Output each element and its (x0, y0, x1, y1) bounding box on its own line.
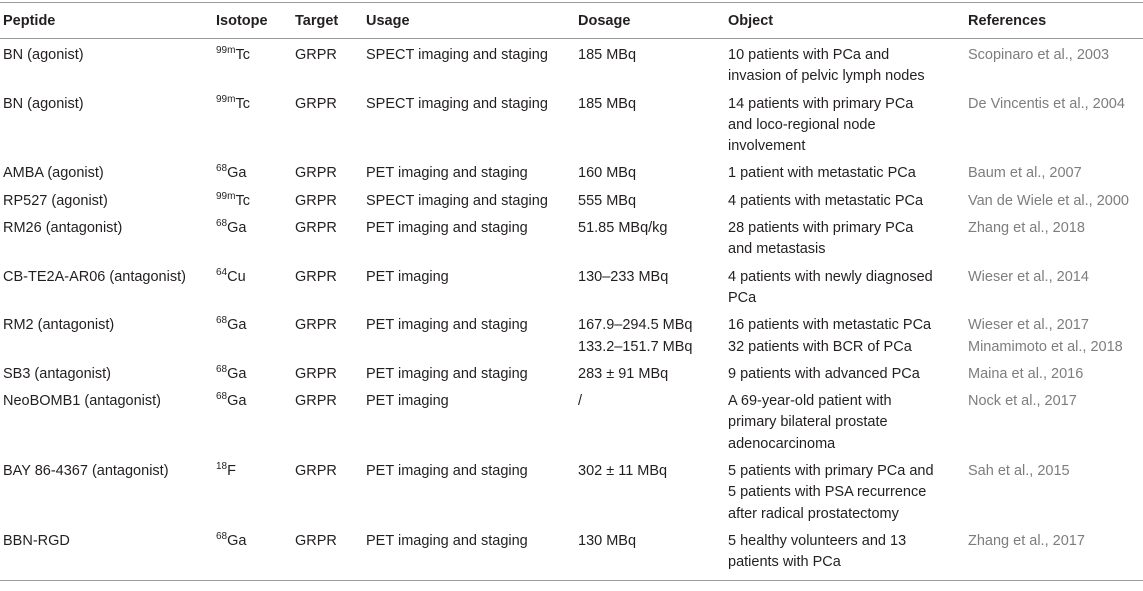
cell-usage: SPECT imaging and staging (366, 47, 548, 63)
isotope-mass: 68 (216, 163, 228, 175)
cell-usage: PET imaging (366, 268, 449, 285)
cell-peptide: BN (agonist) (3, 95, 84, 112)
cell-usage: PET imaging and staging (366, 365, 528, 382)
header-target: Target (291, 3, 362, 39)
cell-references: Zhang et al., 2017 (964, 527, 1143, 580)
cell-references: Maina et al., 2016 (968, 365, 1084, 382)
cell-references: Wieser et al., 2017 Minamimoto et al., 2018 (968, 317, 1123, 355)
cell-object: 28 patients with primary PCa and metastasis (728, 220, 914, 258)
cell-object: 14 patients with primary PCa and loco-regional node involvement (728, 95, 914, 155)
cell-references: Van de Wiele et al., 2000 (968, 192, 1129, 209)
header-isotope: Isotope (212, 3, 291, 39)
cell-object: 5 healthy volunteers and 13 patients with PCa (724, 527, 964, 580)
cell-object: 5 patients with primary PCa and 5 patients with PSA recurrence after radical prostatectomy (728, 463, 934, 522)
isotope-mass: 64 (216, 266, 228, 278)
cell-isotope (212, 311, 291, 360)
table-row (0, 214, 1143, 263)
cell-usage: PET imaging and staging (366, 220, 528, 237)
isotope-mass: 68 (216, 218, 228, 230)
isotope-element: Ga (227, 317, 247, 334)
cell-target: GRPR (295, 393, 337, 410)
table-row (0, 527, 1143, 580)
cell-references: Scopinaro et al., 2003 (968, 47, 1110, 63)
cell-dosage: 302 ± 11 MBq (578, 463, 668, 480)
cell-dosage: 167.9–294.5 MBq 133.2–151.7 MBq (578, 317, 693, 355)
cell-isotope (212, 457, 291, 527)
cell-isotope (212, 263, 291, 312)
isotope-element: Ga (227, 220, 247, 237)
cell-references: Baum et al., 2007 (968, 165, 1082, 182)
table-row (0, 311, 1143, 360)
isotope-element: Tc (235, 192, 250, 209)
cell-peptide: RM26 (antagonist) (3, 220, 123, 237)
table-row (0, 457, 1143, 527)
isotope-element: Ga (227, 393, 247, 410)
header-references: References (964, 3, 1143, 39)
isotope-element: Ga (227, 532, 247, 549)
isotope-mass: 99m (216, 45, 236, 56)
cell-object: 16 patients with metastatic PCa 32 patients with BCR of PCa (728, 317, 932, 355)
table-row (0, 90, 1143, 160)
isotope-element: Ga (227, 165, 247, 182)
cell-peptide: NeoBOMB1 (antagonist) (3, 393, 161, 410)
cell-usage: PET imaging (366, 393, 449, 410)
cell-object: 10 patients with PCa and invasion of pelvic lymph nodes (728, 47, 925, 85)
cell-usage: PET imaging and staging (366, 463, 528, 480)
cell-references: Wieser et al., 2014 (968, 268, 1089, 285)
cell-isotope (212, 90, 291, 160)
table-row (0, 387, 1143, 457)
cell-target: GRPR (295, 47, 337, 63)
cell-target: GRPR (291, 527, 362, 580)
cell-peptide: BN (agonist) (3, 47, 84, 63)
cell-dosage: 283 ± 91 MBq (578, 365, 669, 382)
cell-peptide: RM2 (antagonist) (3, 317, 115, 334)
cell-peptide: RP527 (agonist) (3, 192, 108, 209)
peptide-table (0, 2, 1143, 581)
cell-isotope (212, 387, 291, 457)
cell-dosage: 130–233 MBq (578, 268, 669, 285)
cell-isotope (212, 360, 291, 387)
isotope-mass: 99m (216, 190, 236, 202)
isotope-mass: 99m (216, 93, 236, 105)
cell-usage: SPECT imaging and staging (366, 95, 548, 112)
cell-usage: PET imaging and staging (366, 317, 528, 334)
isotope-mass: 68 (216, 315, 228, 327)
cell-references: Nock et al., 2017 (968, 393, 1077, 410)
header-object: Object (724, 3, 964, 39)
table-header (0, 3, 1143, 39)
cell-peptide: AMBA (agonist) (3, 165, 104, 182)
cell-dosage: 185 MBq (578, 95, 637, 112)
cell-dosage: 555 MBq (578, 192, 637, 209)
table-row (0, 159, 1143, 186)
table-row (0, 263, 1143, 312)
cell-dosage: 160 MBq (578, 165, 637, 182)
cell-dosage: 51.85 MBq/kg (578, 220, 668, 237)
isotope-mass: 18 (216, 461, 228, 473)
cell-target: GRPR (295, 365, 337, 382)
cell-object: A 69-year-old patient with primary bilateral prostate adenocarcinoma (728, 393, 892, 452)
cell-references: Sah et al., 2015 (968, 463, 1070, 480)
cell-peptide: BBN-RGD (0, 527, 212, 580)
isotope-element: Tc (235, 95, 250, 112)
isotope-mass: 68 (216, 391, 228, 403)
header-usage: Usage (362, 3, 574, 39)
cell-object: 4 patients with newly diagnosed PCa (728, 268, 933, 306)
cell-target: GRPR (295, 220, 337, 237)
cell-dosage: 185 MBq (578, 47, 637, 63)
isotope-element: F (227, 463, 236, 480)
cell-target: GRPR (295, 463, 337, 480)
cell-isotope (212, 527, 291, 580)
cell-peptide: BAY 86-4367 (antagonist) (3, 463, 169, 480)
isotope-element: Ga (227, 365, 247, 382)
isotope-mass: 68 (216, 363, 228, 375)
table-row (0, 360, 1143, 387)
cell-object: 4 patients with metastatic PCa (728, 192, 924, 209)
cell-references: Zhang et al., 2018 (968, 220, 1085, 237)
table-body (0, 39, 1143, 581)
header-dosage: Dosage (574, 3, 724, 39)
cell-target: GRPR (295, 165, 337, 182)
cell-isotope (212, 159, 291, 186)
cell-isotope (212, 187, 291, 214)
isotope-element: Tc (235, 47, 250, 63)
cell-peptide: CB-TE2A-AR06 (antagonist) (3, 268, 186, 285)
cell-object: 9 patients with advanced PCa (728, 365, 920, 382)
cell-target: GRPR (295, 192, 337, 209)
cell-isotope (212, 39, 291, 90)
cell-references: De Vincentis et al., 2004 (968, 95, 1125, 112)
cell-usage: PET imaging and staging (362, 527, 574, 580)
table-row (0, 187, 1143, 214)
isotope-element: Cu (227, 268, 246, 285)
table-row (0, 39, 1143, 90)
cell-usage: PET imaging and staging (366, 165, 528, 182)
cell-dosage: / (578, 393, 583, 410)
header-peptide: Peptide (0, 3, 212, 39)
cell-isotope (212, 214, 291, 263)
cell-usage: SPECT imaging and staging (366, 192, 548, 209)
header-row (0, 3, 1143, 39)
cell-dosage: 130 MBq (574, 527, 724, 580)
cell-peptide: SB3 (antagonist) (3, 365, 112, 382)
cell-object: 1 patient with metastatic PCa (728, 165, 916, 182)
isotope-mass: 68 (216, 530, 228, 542)
cell-target: GRPR (295, 268, 337, 285)
cell-target: GRPR (295, 317, 337, 334)
cell-target: GRPR (295, 95, 337, 112)
